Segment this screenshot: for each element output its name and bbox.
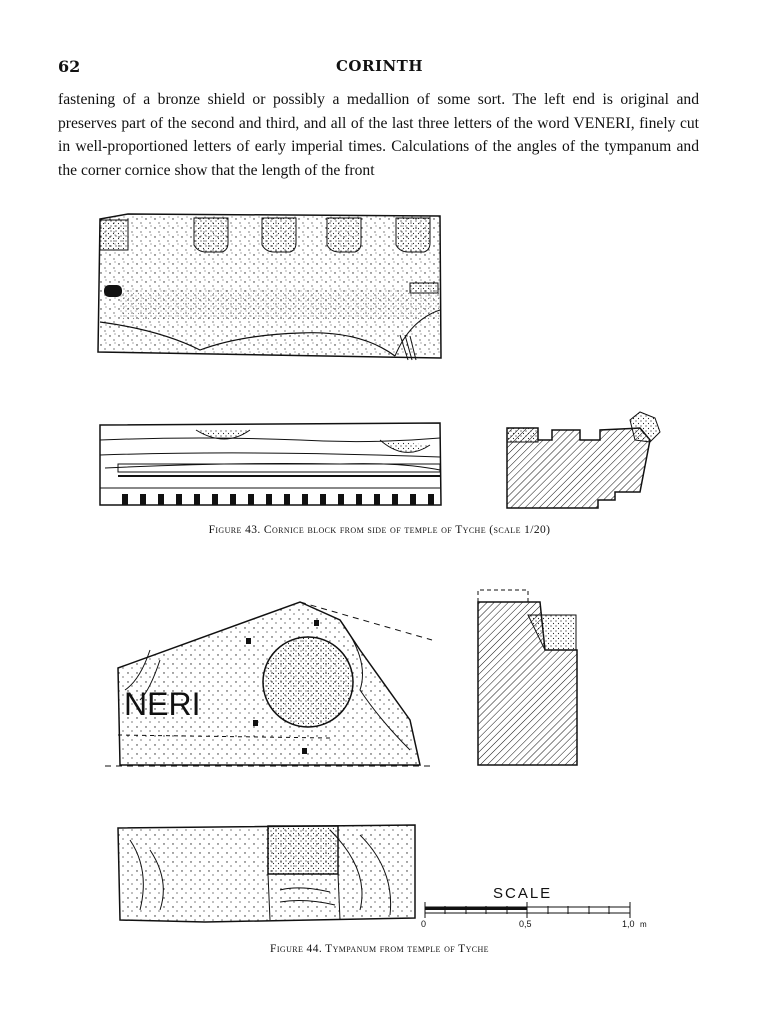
- figure-44-caption: Figure 44. Tympanum from temple of Tyche: [270, 943, 489, 955]
- scale-tick-end: 1,0: [622, 919, 635, 929]
- tympanum-bottom-view: [118, 825, 415, 922]
- body-paragraph: fastening of a bronze shield or possibly a medallion of some sort. The left end is original and preserves part of the second and third, and all of the last three letters of the word VENERI, finely cut in well-proportioned letters of early imperial times. Calculations of the angles of the tympanum and the corner cornice show that the length of the front: [58, 91, 699, 179]
- figure-43-caption: Figure 43. Cornice block from side of temple of Tyche (scale 1/20): [208, 524, 551, 536]
- cornice-section: [507, 412, 660, 508]
- running-head: CORINTH: [335, 57, 424, 75]
- scale-tick-start: 0: [421, 919, 427, 929]
- figure-44-drawing: [0, 580, 759, 940]
- tympanum-section: [478, 590, 577, 765]
- tympanum-inscription: NERI: [124, 686, 201, 722]
- scale-tick-mid: 0,5: [519, 919, 532, 929]
- page-number: 62: [58, 57, 81, 76]
- scale-bar[interactable]: [421, 885, 647, 929]
- cornice-top-view: [98, 214, 441, 360]
- scale-unit: m: [640, 920, 647, 929]
- tympanum-elevation: [105, 602, 432, 766]
- scale-title: SCALE: [493, 885, 553, 902]
- cornice-front-elevation: [100, 423, 441, 505]
